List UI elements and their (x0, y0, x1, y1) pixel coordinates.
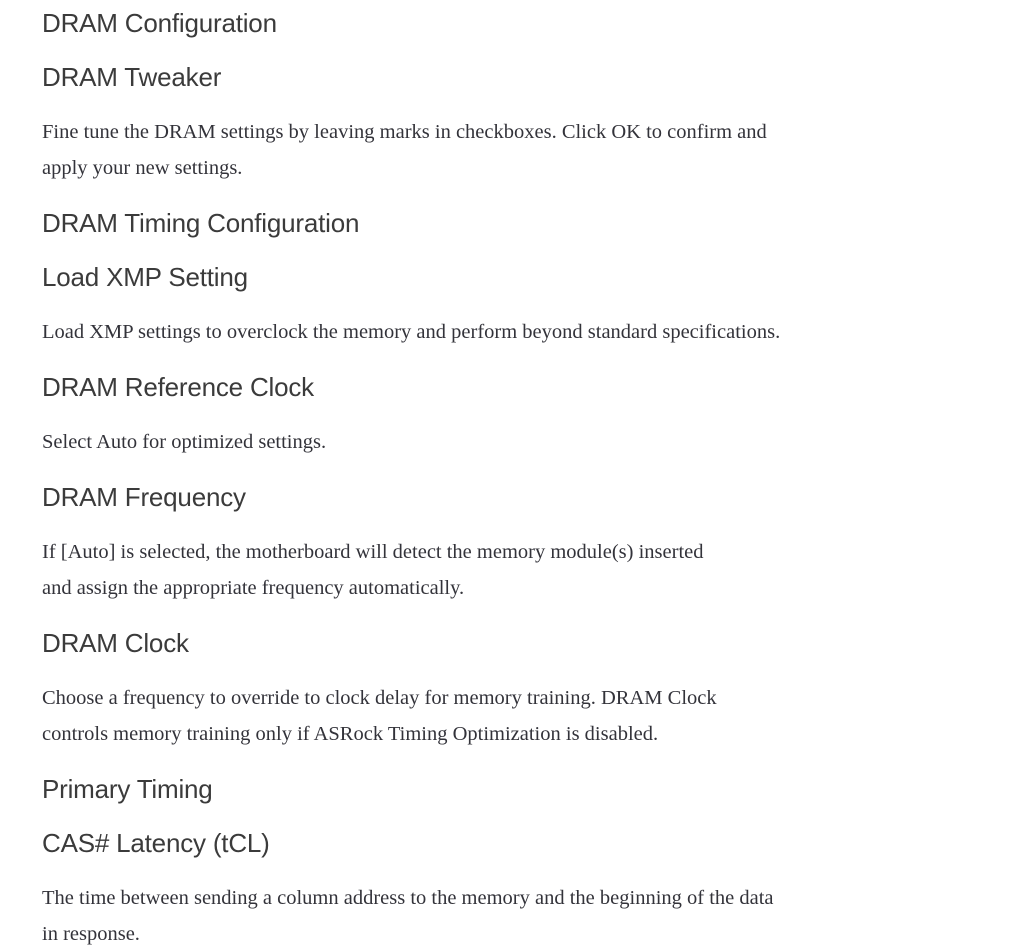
paragraph-cas-latency-desc (42, 880, 992, 951)
paragraph-dram-clock-desc (42, 680, 992, 752)
heading-dram-configuration: DRAM Configuration (42, 8, 277, 38)
heading-load-xmp-setting: Load XMP Setting (42, 262, 248, 292)
heading-dram-clock: DRAM Clock (42, 628, 189, 658)
heading-cas-latency-tcl: CAS# Latency (tCL) (42, 828, 270, 858)
paragraph-dram-frequency-desc (42, 534, 992, 606)
paragraph-load-xmp-setting-desc (42, 314, 992, 350)
paragraph-line: If [Auto] is selected, the motherboard will detect the memory module(s) inserted (42, 541, 704, 563)
paragraph-line: Choose a frequency to override to clock delay for memory training. DRAM Clock (42, 687, 717, 709)
paragraph-dram-reference-clock-desc (42, 424, 992, 460)
paragraph-line: The time between sending a column address to the memory and the beginning of the data (42, 887, 774, 909)
heading-dram-frequency: DRAM Frequency (42, 482, 246, 512)
heading-dram-tweaker: DRAM Tweaker (42, 62, 222, 92)
paragraph-line: in response. (42, 923, 140, 945)
heading-primary-timing: Primary Timing (42, 774, 213, 804)
paragraph-line: Fine tune the DRAM settings by leaving marks in checkboxes. Click OK to confirm and (42, 121, 767, 143)
heading-dram-timing-configuration: DRAM Timing Configuration (42, 208, 360, 238)
paragraph-line: controls memory training only if ASRock Timing Optimization is disabled. (42, 723, 659, 745)
paragraph-dram-tweaker-desc (42, 114, 992, 186)
paragraph-line: Select Auto for optimized settings. (42, 431, 327, 453)
paragraph-line: and assign the appropriate frequency automatically. (42, 577, 465, 599)
heading-dram-reference-clock: DRAM Reference Clock (42, 372, 314, 402)
paragraph-line: Load XMP settings to overclock the memory and perform beyond standard specifications. (42, 321, 781, 343)
paragraph-line: apply your new settings. (42, 157, 243, 179)
